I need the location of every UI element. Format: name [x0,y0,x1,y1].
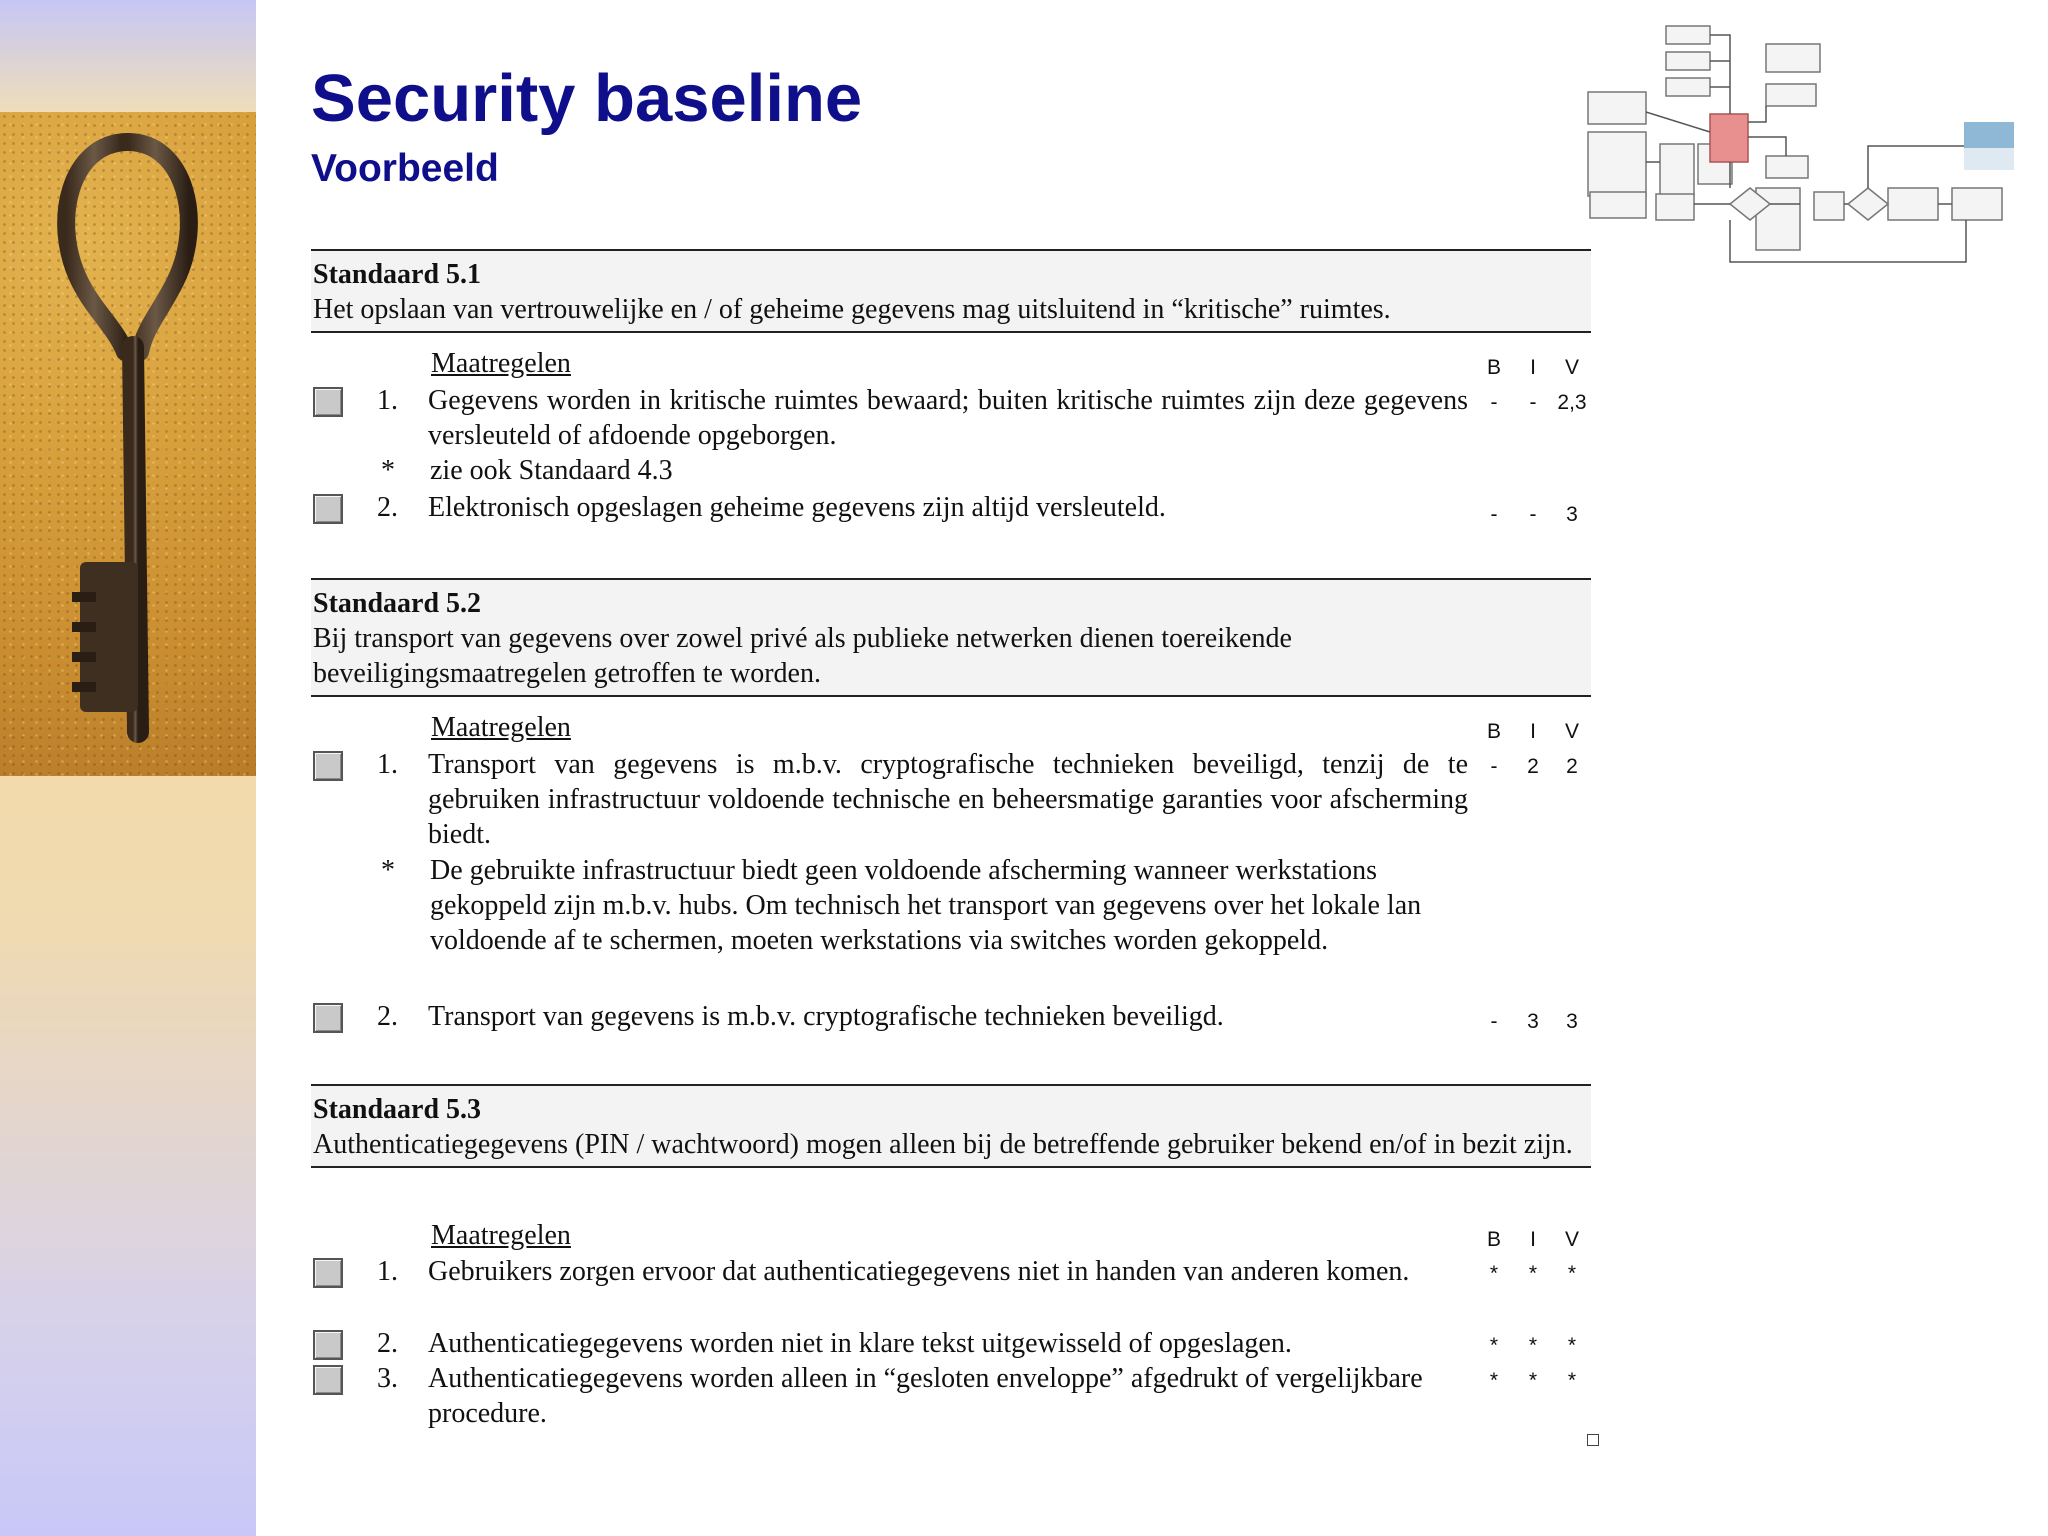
column-b-label: B [1486,720,1501,743]
measure-i-value: - [1529,503,1537,526]
small-square-marker [1587,1434,1599,1446]
measure-text: Gegevens worden in kritische ruimtes bewaard; buiten kritische ruimtes zijn deze gegevens versleuteld of afdoende opgeborgen. [428,385,1468,451]
key-icon [0,112,256,776]
flowchart-diagram-icon [1586,22,2016,272]
measure-v-value: 2,3 [1557,391,1587,414]
column-i-label: I [1530,1228,1536,1251]
page-subtitle: Voorbeeld [311,147,499,190]
standard-title: Standaard 5.1 [313,259,482,290]
maatregelen-heading: Maatregelen [431,1220,571,1251]
measure-b-value: - [1490,391,1498,414]
measure-b-value: * [1489,1262,1499,1285]
measure-number: 2. [377,492,398,523]
measure-text: Elektronisch opgeslagen geheime gegevens zijn altijd versleuteld. [428,492,1166,523]
measure-i-value: 2 [1527,755,1539,778]
measure-v-value: 2 [1566,755,1578,778]
standard-text: Authenticatiegegevens (PIN / wachtwoord) mogen alleen bij de betreffende gebruiker bekend en/of in bezit zijn. [313,1129,1573,1160]
measure-checkbox[interactable] [313,1258,343,1288]
measure-checkbox[interactable] [313,494,343,524]
note-text: zie ook Standaard 4.3 [430,455,673,486]
standard-title: Standaard 5.3 [313,1094,482,1125]
maatregelen-heading: Maatregelen [431,348,571,379]
note-marker: * [381,855,395,886]
measure-v-value: 3 [1566,503,1578,526]
measure-checkbox[interactable] [313,1365,343,1395]
measure-number: 1. [377,385,398,416]
column-i-label: I [1530,356,1536,379]
measure-checkbox[interactable] [313,1003,343,1033]
column-v-label: V [1564,720,1579,743]
measure-checkbox[interactable] [313,751,343,781]
column-b-label: B [1486,356,1501,379]
measure-i-value: * [1528,1334,1538,1357]
measure-v-value: * [1567,1334,1577,1357]
measure-checkbox[interactable] [313,1330,343,1360]
measure-b-value: * [1489,1334,1499,1357]
standard-header [311,249,1591,333]
measure-i-value: * [1528,1369,1538,1392]
measure-number: 3. [377,1363,398,1394]
standard-text: Het opslaan van vertrouwelijke en / of geheime gegevens mag uitsluitend in “kritische” ruimtes. [313,294,1391,325]
column-v-label: V [1564,356,1579,379]
standard-text: Bij transport van gegevens over zowel privé als publieke netwerken dienen toereikende beveiligingsmaatregelen getroffen te worden. [313,623,1292,689]
measure-text: Gebruikers zorgen ervoor dat authenticatiegegevens niet in handen van anderen komen. [428,1256,1410,1287]
measure-b-value: * [1489,1369,1499,1392]
measure-checkbox[interactable] [313,387,343,417]
note-text: De gebruikte infrastructuur biedt geen voldoende afscherming wanneer werkstations gekoppeld zijn m.b.v. hubs. Om technisch het transport van gegevens over het lokale lan voldoende af te schermen, moeten werkstations via switches worden gekoppeld. [430,855,1422,956]
measure-number: 2. [377,1001,398,1032]
measure-number: 1. [377,1256,398,1287]
measure-text: Transport van gegevens is m.b.v. cryptografische technieken beveiligd, tenzij de te gebruiken infrastructuur voldoende technische en beheersmatige garanties voor afscherming biedt. [428,749,1468,850]
column-i-label: I [1530,720,1536,743]
measure-b-value: - [1490,503,1498,526]
measure-text: Authenticatiegegevens worden alleen in “gesloten enveloppe” afgedrukt of vergelijkbare procedure. [428,1363,1423,1429]
key-photo [0,112,256,776]
measure-number: 1. [377,749,398,780]
measure-v-value: * [1567,1369,1577,1392]
note-marker: * [381,455,395,486]
standard-title: Standaard 5.2 [313,588,482,619]
measure-number: 2. [377,1328,398,1359]
measure-i-value: - [1529,391,1537,414]
measure-b-value: - [1490,755,1498,778]
measure-text: Authenticatiegegevens worden niet in klare tekst uitgewisseld of opgeslagen. [428,1328,1292,1359]
measure-i-value: * [1528,1262,1538,1285]
page-title: Security baseline [311,61,863,136]
column-b-label: B [1486,1228,1501,1251]
standard-header [311,1084,1591,1168]
column-v-label: V [1564,1228,1579,1251]
maatregelen-heading: Maatregelen [431,712,571,743]
measure-v-value: 3 [1566,1010,1578,1033]
measure-text: Transport van gegevens is m.b.v. cryptografische technieken beveiligd. [428,1001,1224,1032]
standard-header [311,578,1591,697]
measure-i-value: 3 [1527,1010,1539,1033]
measure-b-value: - [1490,1010,1498,1033]
measure-v-value: * [1567,1262,1577,1285]
